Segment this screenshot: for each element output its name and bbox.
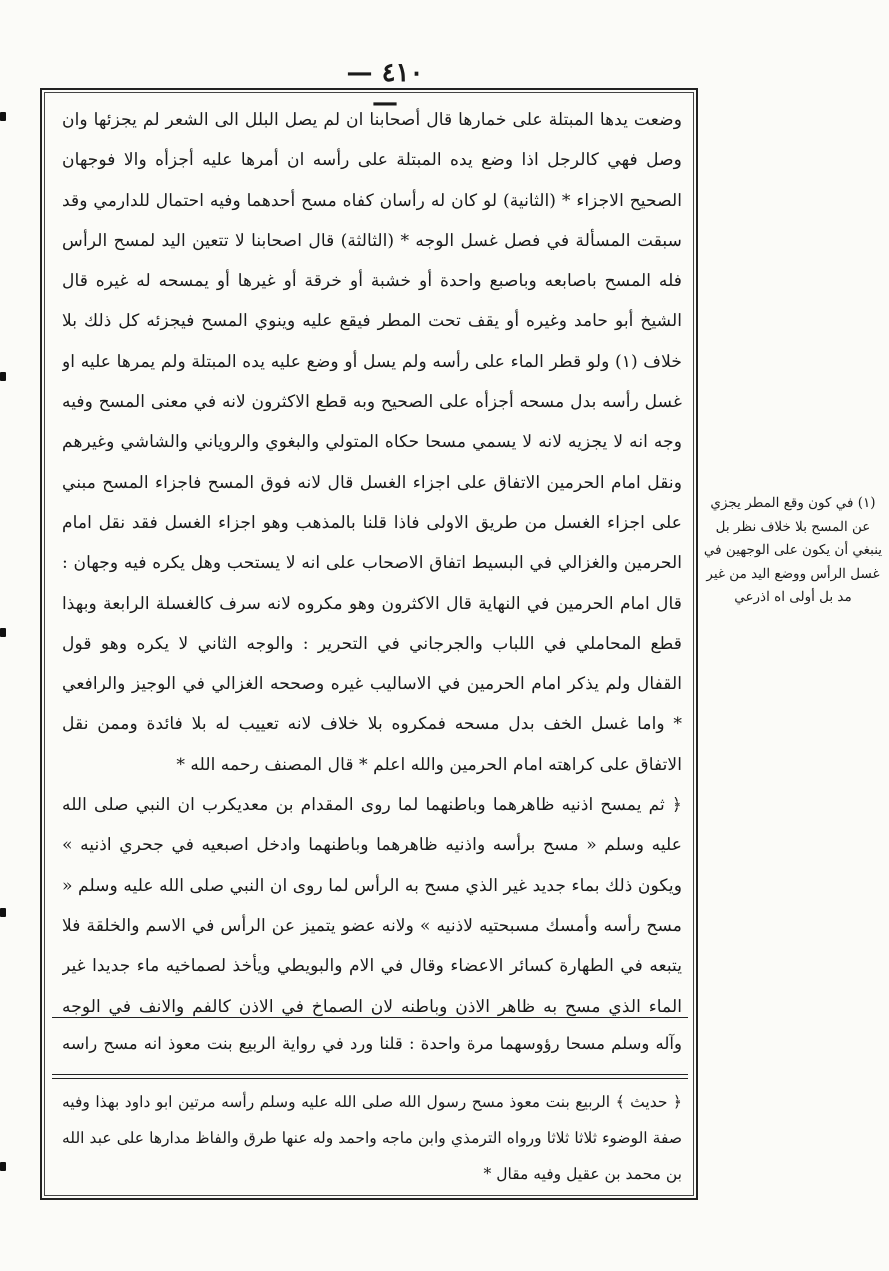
hadith-note: ﴿ حديث ﴾ الربيع بنت معوذ مسح رسول الله صلى الله عليه وسلم رأسه مرتين ابو داود بهذا وفيه صفة الوضوء ثلاثا ثلاثا ورواه الترمذي وابن ماجه واحمد وله عنها طرق والفاظ مدارها على عبد الله بن محمد بن عقيل وفيه مقال * <box>62 1093 682 1183</box>
scan-mark <box>0 1162 6 1171</box>
main-paragraph-1: وضعت يدها المبتلة على خمارها قال أصحابنا ان لم يصل البلل الى الشعر لم يجزئها وان وصل فهي كالرجل اذا وضع يده المبتلة على رأسه ان أمرها عليه أجزأه والا فوجهان الصحيح الاجزاء * (الثانية) لو كان له رأسان كفاه مسح أحدهما وفيه احتمال للدارمي وقد سبقت المسألة في فصل غسل الوجه * (الثالثة) قال اصحابنا لا تتعين اليد لمسح الرأس فله المسح باصابعه وباصبع واحدة أو خشبة أو خرقة أو غيرها أو يمسحه له غيره قال الشيخ أبو حامد وغيره أو يقف تحت المطر فيقع عليه وينوي المسح فيجزئه كل ذلك بلا خلاف (١) ولو قطر الماء على رأسه ولم يسل أو وضع عليه يده المبتلة ولم يمرها عليه او غسل رأسه بدل مسحه أجزأه على الصحيح وبه قطع الاكثرون لانه في معنى المسح وفيه وجه انه لا يجزيه لانه لا يسمي مسحا حكاه المتولي والبغوي والروياني والشاشي وغيرهم ونقل امام الحرمين الاتفاق على اجزاء الغسل قال لانه فوق المسح فاجزاء المسح مبني على اجزاء الغسل من طريق الاولى فاذا قلنا بالمذهب وهو اجزاء الغسل فقد نقل امام الحرمين والغزالي في البسيط اتفاق الاصحاب على انه لا يستحب وهل يكره فيه وجهان : قال امام الحرمين في النهاية قال الاكثرون وهو مكروه لانه سرف كالغسلة الرابعة وبهذا قطع المحاملي في اللباب والجرجاني في التحرير : والوجه الثاني لا يكره وهو قول القفال ولم يذكر امام الحرمين في الاساليب غيره وصححه الغزالي في الوجيز والرافعي * واما غسل الخف بدل مسحه فمكروه بلا خلاف لانه تعييب له بلا فائدة وممن نقل الاتفاق على كراهته امام الحرمين والله اعلم * قال المصنف رحمه الله * <box>62 110 682 775</box>
scan-mark <box>0 112 6 121</box>
scan-mark <box>0 372 6 381</box>
footnote-reference: وآله وسلم مسحا رؤوسهما مرة واحدة : قلنا ورد في رواية الربيع بنت معوذ انه مسح راسه <box>62 1034 682 1053</box>
scan-mark <box>0 628 6 637</box>
scan-mark <box>0 908 6 917</box>
divider-main <box>52 1017 688 1018</box>
divider-footnote <box>52 1074 688 1075</box>
main-text <box>62 100 682 1018</box>
margin-note: (١) في كون وقع المطر يجزي عن المسح بلا خلاف نظر بل ينبغي أن يكون على الوجهين في غسل الرأس ووضع اليد من غير مد بل أولى اه اذرعي <box>703 495 883 605</box>
main-paragraph-2: ﴿ ثم يمسح اذنيه ظاهرهما وباطنهما لما روى المقدام بن معديكرب ان النبي صلى الله عليه وسلم « مسح برأسه واذنيه ظاهرهما وباطنهما وادخل اصبعيه في جحري اذنيه » ويكون ذلك بماء جديد غير الذي مسح به الرأس لما روى ان النبي صلى الله عليه وسلم « مسح رأسه وأمسك مسبحتيه لاذنيه » ولانه عضو يتميز عن الرأس في الاسم والخلقة فلا يتبعه في الطهارة كسائر الاعضاء وقال في الام والبويطي ويأخذ لصماخيه ماء جديدا غير الماء الذي مسح به ظاهر الاذن وباطنه لان الصماخ في الاذن كالفم والانف في الوجه <box>62 795 682 1017</box>
divider-footnote-double <box>52 1078 688 1079</box>
page-number: — ٤١٠ — <box>346 58 424 118</box>
